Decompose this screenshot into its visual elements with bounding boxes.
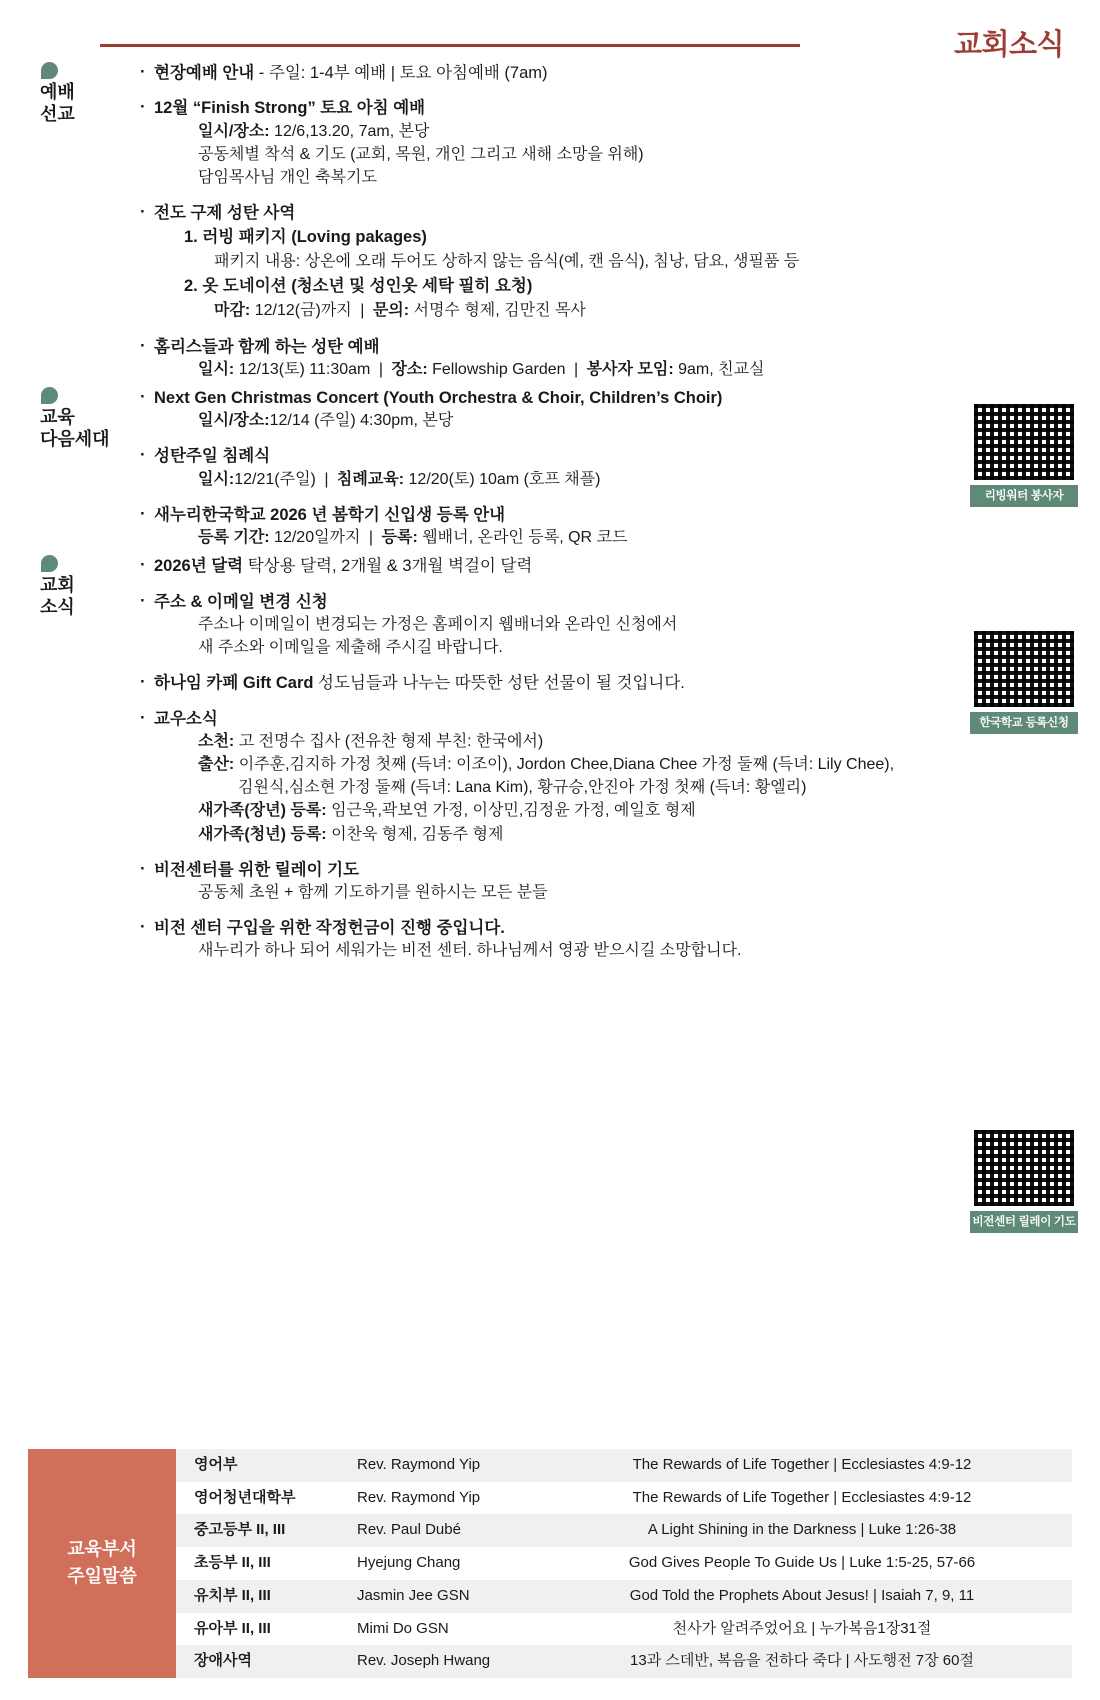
item-title: · 전도 구제 성탄 사역 <box>140 202 1100 224</box>
section-label <box>40 387 132 451</box>
item-detail-line: 공동체별 착석 & 기도 (교회, 목원, 개인 그리고 새해 소망을 위해) <box>198 145 644 163</box>
announcement-item <box>140 202 1100 322</box>
announcement-item <box>140 336 1100 381</box>
item-detail-line: 공동체 초원 + 함께 기도하기를 원하시는 모든 분들 <box>198 884 548 902</box>
cell-sermon: 천사가 알려주었어요 | 누가복음1장31절 <box>672 1619 932 1637</box>
item-detail-line: 마감: 12/12(금)까지 | 문의: 서명수 형제, 김만진 목사 <box>214 302 586 320</box>
item-detail-line: 출산: 이주훈,김지하 가정 첫째 (득녀: 이조이), Jordon Chee,Diana Chee 가정 둘째 (득녀: Lily Chee), <box>198 756 895 774</box>
item-detail-line: 등록 기간: 12/20일까지 | 등록: 웹배너, 온라인 등록, QR 코드 <box>198 529 628 547</box>
announcement-item <box>140 555 1100 577</box>
item-detail-line: 담임목사님 개인 축복기도 <box>198 168 377 186</box>
bullet-dot-icon <box>41 555 58 572</box>
section-label <box>40 555 132 619</box>
table-label <box>28 1449 176 1678</box>
table-row <box>176 1514 1072 1547</box>
cell-speaker: Mimi Do GSN <box>357 1619 449 1637</box>
announcement-item <box>140 859 1100 904</box>
item-title: · 성탄주일 침례식 <box>140 445 1100 467</box>
cell-speaker: Rev. Raymond Yip <box>357 1488 481 1506</box>
table-row <box>176 1449 1072 1482</box>
table-row <box>176 1580 1072 1613</box>
cell-sermon: God Gives People To Guide Us | Luke 1:5-25, 57-66 <box>628 1554 976 1571</box>
cell-sermon: 13과 스데반, 복음을 전하다 죽다 | 사도행전 7장 60절 <box>630 1652 974 1670</box>
item-detail-line: 일시:12/21(주일) | 침례교육: 12/20(토) 10am (호프 채플) <box>198 470 601 488</box>
section-label-line2: 선교 <box>40 103 75 124</box>
table-label-line2: 주일말씀 <box>67 1566 137 1587</box>
cell-department: 중고등부 II, III <box>194 1521 286 1539</box>
item-numbered-title: 2. 옷 도네이션 (청소년 및 성인옷 세탁 필히 요청) <box>184 277 533 296</box>
item-title: · 홈리스들과 함께 하는 성탄 예배 <box>140 336 1100 358</box>
section-label-line1: 예배 <box>40 82 75 102</box>
item-detail-line: 새누리가 하나 되어 세워가는 비전 센터. 하나님께서 영광 받으시길 소망합니다. <box>198 942 742 960</box>
announcement-item <box>140 504 1100 549</box>
item-numbered-title: 1. 러빙 패키지 (Loving pakages) <box>184 228 427 247</box>
cell-sermon: The Rewards of Life Together | Ecclesiastes 4:9-12 <box>632 1455 972 1473</box>
item-detail-line: 김원식,심소현 가정 둘째 (득녀: Lana Kim), 황규승,안진아 가정 첫째 (득녀: 황엘리) <box>238 779 807 797</box>
item-detail-line: 일시/장소: 12/6,13.20, 7am, 본당 <box>198 122 430 140</box>
item-title: · 12월 “Finish Strong” 토요 아침 예배 <box>140 97 1100 119</box>
item-title: · 하나임 카페 Gift Card 성도님들과 나누는 따뜻한 성탄 선물이 될 것입니다. <box>140 672 1100 694</box>
item-title: · 새누리한국학교 2026 년 봄학기 신입생 등록 안내 <box>140 504 1100 526</box>
qr-code-icon <box>970 400 1078 484</box>
cell-sermon: God Told the Prophets About Jesus! | Isaiah 7, 9, 11 <box>629 1586 975 1604</box>
announcement-item <box>140 62 1100 84</box>
bullet-dot-icon <box>41 387 58 404</box>
qr-caption: 리빙워터 봉사자 <box>970 484 1078 507</box>
section-label-line2: 소식 <box>40 597 75 618</box>
qr-caption: 비전센터 릴레이 기도 <box>970 1210 1078 1233</box>
cell-department: 영어청년대학부 <box>194 1488 296 1506</box>
qr-living-water[interactable] <box>970 400 1078 507</box>
cell-speaker: Rev. Joseph Hwang <box>357 1652 491 1670</box>
cell-department: 장애사역 <box>194 1652 252 1670</box>
item-title: · 비전센터를 위한 릴레이 기도 <box>140 859 1100 881</box>
item-detail-line: 패키지 내용: 상온에 오래 두어도 상하지 않는 음식(예, 캔 음식), 침낭, 담요, 생필품 등 <box>214 253 800 271</box>
section-label-line2: 다음세대 <box>40 428 110 449</box>
item-detail-line: 소천: 고 전명수 집사 (전유찬 형제 부친: 한국에서) <box>198 732 544 750</box>
qr-code-icon <box>970 627 1078 711</box>
item-title: · 2026년 달력 탁상용 달력, 2개월 & 3개월 벽걸이 달력 <box>140 555 1100 577</box>
announcement-item <box>140 97 1100 189</box>
section-label-line1: 교육 <box>40 407 75 428</box>
section-2 <box>0 387 1100 549</box>
bullet-dot-icon <box>41 62 58 79</box>
cell-sermon: The Rewards of Life Together | Ecclesiastes 4:9-12 <box>632 1488 972 1506</box>
table-row <box>176 1547 1072 1580</box>
cell-department: 유아부 II, III <box>194 1619 271 1637</box>
section-label-line1: 교회 <box>40 575 75 596</box>
department-table <box>176 1449 1072 1678</box>
section-label <box>40 62 132 126</box>
item-detail-line: 새가족(장년) 등록: 임근욱,곽보연 가정, 이상민,김정윤 가정, 예일호 형제 <box>198 802 696 820</box>
sunday-message-table <box>28 1449 1072 1678</box>
item-detail-line: 새가족(청년) 등록: 이찬욱 형제, 김동주 형제 <box>198 825 504 843</box>
qr-vision-center-prayer[interactable] <box>970 1126 1078 1233</box>
cell-sermon: A Light Shining in the Darkness | Luke 1:26-38 <box>647 1521 957 1539</box>
cell-department: 영어부 <box>194 1455 238 1473</box>
page-title: 교회소식 <box>953 29 1064 61</box>
cell-speaker: Hyejung Chang <box>357 1554 461 1571</box>
header-divider <box>100 44 800 47</box>
item-title: · 교우소식 <box>140 708 1100 730</box>
section-1 <box>0 62 1100 381</box>
item-title: · 현장예배 안내 - 주일: 1-4부 예배 | 토요 아침예배 (7am) <box>140 62 1100 84</box>
item-title: · Next Gen Christmas Concert (Youth Orchestra & Choir, Children’s Choir) <box>140 387 1100 409</box>
announcement-sections <box>0 62 1100 963</box>
announcement-item <box>140 445 1100 490</box>
item-detail-line: 일시: 12/13(토) 11:30am | 장소: Fellowship Garden | 봉사자 모임: 9am, 친교실 <box>198 360 765 378</box>
qr-korean-school[interactable] <box>970 627 1078 734</box>
table-row <box>176 1645 1072 1678</box>
announcement-item <box>140 672 1100 694</box>
cell-speaker: Rev. Raymond Yip <box>357 1455 481 1473</box>
item-title: · 비전 센터 구입을 위한 작정헌금이 진행 중입니다. <box>140 917 1100 939</box>
announcement-item <box>140 917 1100 962</box>
item-title: · 주소 & 이메일 변경 신청 <box>140 591 1100 613</box>
cell-department: 초등부 II, III <box>194 1554 271 1571</box>
table-row <box>176 1613 1072 1646</box>
table-label-line1: 교육부서 <box>67 1539 137 1560</box>
cell-speaker: Jasmin Jee GSN <box>357 1586 470 1604</box>
item-detail-line: 일시/장소:12/14 (주일) 4:30pm, 본당 <box>198 412 454 430</box>
cell-speaker: Rev. Paul Dubé <box>357 1521 461 1539</box>
section-3 <box>0 555 1100 962</box>
announcement-item <box>140 387 1100 432</box>
announcement-item <box>140 591 1100 660</box>
qr-caption: 한국학교 등록신청 <box>970 711 1078 734</box>
item-detail-line: 새 주소와 이메일을 제출해 주시길 바랍니다. <box>198 639 503 657</box>
qr-code-icon <box>970 1126 1078 1210</box>
page-header <box>0 0 1100 62</box>
table-row <box>176 1482 1072 1515</box>
item-detail-line: 주소나 이메일이 변경되는 가정은 홈페이지 웹배너와 온라인 신청에서 <box>198 615 678 633</box>
cell-department: 유치부 II, III <box>194 1586 271 1604</box>
announcement-item <box>140 708 1100 846</box>
